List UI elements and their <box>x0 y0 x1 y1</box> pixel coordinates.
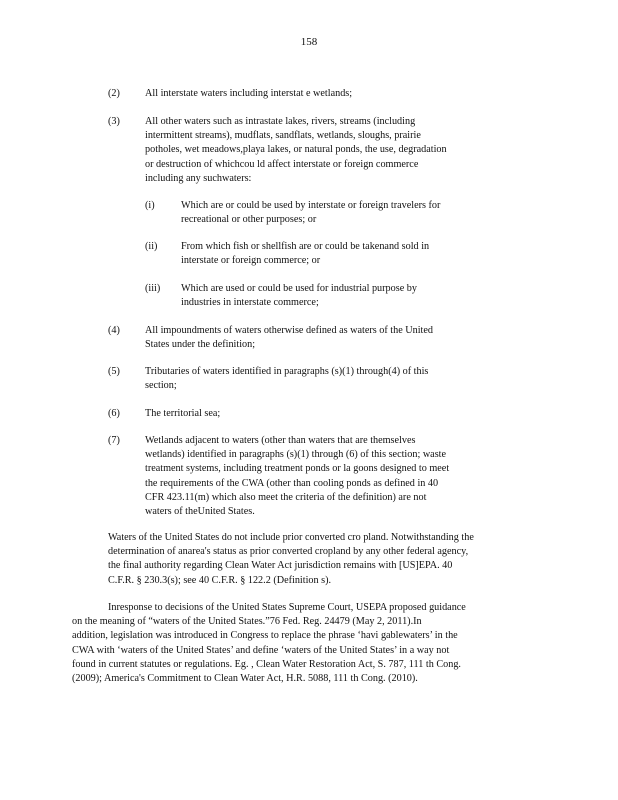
item-number: (4) <box>108 325 120 336</box>
definition-note-paragraph <box>108 531 548 588</box>
sub-item-number: (iii) <box>145 283 161 294</box>
item-text <box>145 87 495 101</box>
text-line: Which are used or could be used for industrial purpose by <box>181 283 417 294</box>
text-line: the final authority regarding Clean Water Act jurisdiction remains with [US]EPA. 40 <box>108 560 453 572</box>
text-line: Which are or could be used by interstate or foreign travelers for <box>181 200 441 211</box>
text-line: the requirements of the CWA (other than cooling ponds as defined in 40 <box>145 477 439 489</box>
item-text <box>145 434 505 519</box>
text-line: All impoundments of waters otherwise defined as waters of the United <box>145 325 434 336</box>
text-line: recreational or other purposes; or <box>181 214 317 226</box>
text-line: C.F.R. § 230.3(s); see 40 C.F.R. § 122.2 (Definition s). <box>108 574 332 586</box>
text-line: All interstate waters including interstat e wetlands; <box>145 88 353 99</box>
text-line: intermittent streams), mudflats, sandflats, wetlands, sloughs, prairie <box>145 130 421 142</box>
text-line: wetlands) identified in paragraphs (s)(1) through (6) of this section; waste <box>145 449 447 461</box>
item-number: (2) <box>108 88 120 99</box>
item-text <box>145 407 495 421</box>
text-line: CFR 423.11(m) which also meet the criteria of the definition) are not <box>145 491 427 503</box>
text-line: addition, legislation was introduced in Congress to replace the phrase ‘havi gablewaters’ in the <box>72 630 458 642</box>
sub-item-number: (i) <box>145 200 155 211</box>
item-number: (5) <box>108 366 120 377</box>
text-line: CWA with ‘waters of the United States’ and define ‘waters of the United States’ in a way not <box>72 644 450 656</box>
text-line: (2009); America's Commitment to Clean Water Act, H.R. 5088, 111 th Cong. (2010). <box>72 673 418 685</box>
text-line: Wetlands adjacent to waters (other than waters that are themselves <box>145 435 416 446</box>
page-number: 158 <box>300 36 318 48</box>
text-line: on the meaning of “waters of the United States.”76 Fed. Reg. 24479 (May 2, 2011).In <box>72 616 422 628</box>
item-text <box>145 365 495 393</box>
sub-item-number: (ii) <box>145 241 158 252</box>
text-line: Waters of the United States do not include prior converted cro pland. Notwithstanding the <box>108 532 474 543</box>
text-line: interstate or foreign commerce; or <box>181 255 321 267</box>
text-line: All other waters such as intrastate lakes, rivers, streams (including <box>145 116 416 127</box>
body-paragraph <box>72 601 552 686</box>
item-number: (3) <box>108 116 120 127</box>
text-line: The territorial sea; <box>145 408 221 419</box>
sub-item-text <box>181 199 491 227</box>
text-line: treatment systems, including treatment ponds or la goons designed to meet <box>145 463 450 475</box>
item-number: (6) <box>108 408 120 419</box>
text-line: Tributaries of waters identified in paragraphs (s)(1) through(4) of this <box>145 366 429 377</box>
text-line: Inresponse to decisions of the United States Supreme Court, USEPA proposed guidance <box>108 602 466 613</box>
sub-item-text <box>181 282 491 310</box>
item-text <box>145 115 495 186</box>
sub-item-text <box>181 240 491 268</box>
text-line: determination of anarea's status as prior converted cropland by any other federal agency, <box>108 546 469 558</box>
text-line: section; <box>145 380 177 392</box>
text-line: or destruction of whichcou ld affect interstate or foreign commerce <box>145 158 419 170</box>
text-line: From which fish or shellfish are or could be takenand sold in <box>181 241 430 252</box>
text-line: potholes, wet meadows,playa lakes, or natural ponds, the use, degradation <box>145 144 447 156</box>
text-line: including any suchwaters: <box>145 172 252 184</box>
text-line: waters of theUnited States. <box>145 506 255 518</box>
text-line: States under the definition; <box>145 339 256 351</box>
text-line: industries in interstate commerce; <box>181 297 319 309</box>
item-number: (7) <box>108 435 120 446</box>
item-text <box>145 324 495 352</box>
text-line: found in current statutes or regulations. Eg. , Clean Water Restoration Act, S. 787, 111 th Cong. <box>72 658 461 670</box>
